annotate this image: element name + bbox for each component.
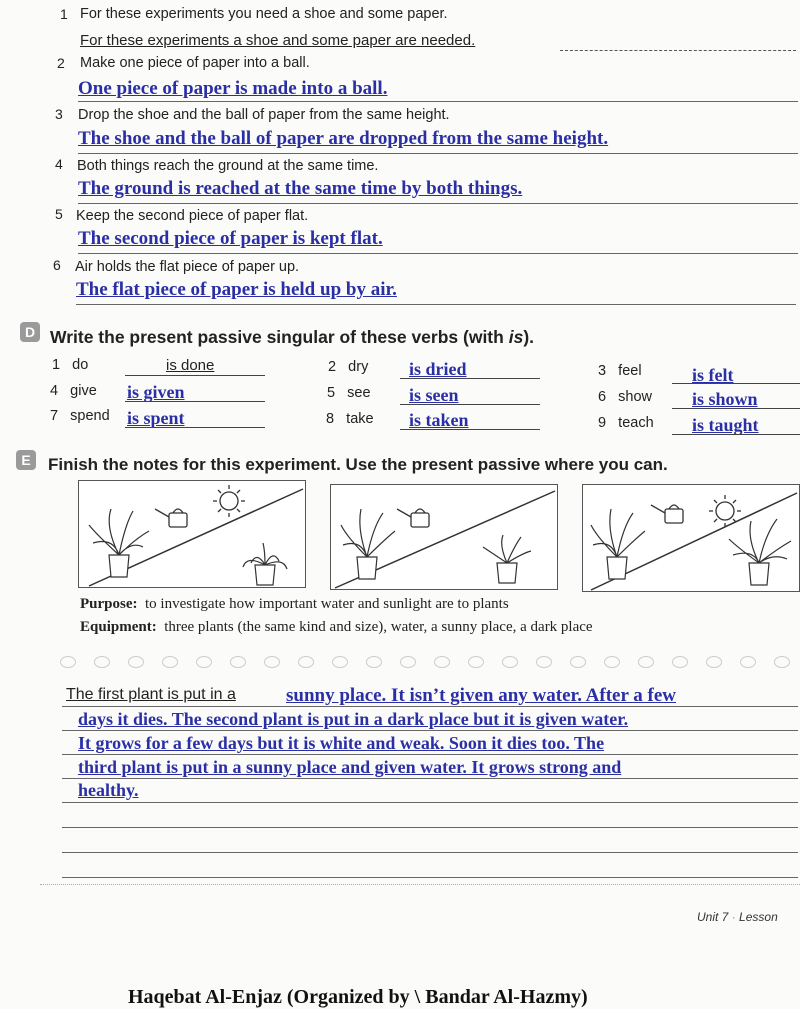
verb-item: 9 teach xyxy=(598,415,654,431)
item-answer[interactable]: The ground is reached at the same time by both things. xyxy=(78,178,523,199)
verb-answer[interactable]: is done xyxy=(166,357,215,374)
notes-rule xyxy=(62,706,798,707)
verb-item: 7 spend xyxy=(50,408,110,424)
verb-answer[interactable]: is taught xyxy=(692,415,759,435)
experiment-panel-3 xyxy=(582,484,800,592)
answer-line xyxy=(78,203,798,204)
exercise-heading: Finish the notes for this experiment. Use the present passive where you can. xyxy=(48,455,668,474)
notes-rule xyxy=(62,877,798,878)
answer-line xyxy=(78,153,798,154)
verb-line xyxy=(125,375,265,376)
verb-line xyxy=(125,427,265,428)
verb-line xyxy=(400,378,540,379)
page-footer: Unit 7 · Lesson xyxy=(697,910,778,924)
plant-icon xyxy=(341,509,395,579)
item-prompt: Air holds the flat piece of paper up. xyxy=(75,259,300,275)
verb-line xyxy=(672,434,800,435)
verb-answer[interactable]: is dried xyxy=(409,359,467,379)
plant-illustration xyxy=(331,485,557,589)
watering-can-icon xyxy=(155,509,187,527)
plant-illustration xyxy=(79,481,305,587)
item-answer[interactable]: One piece of paper is made into a ball. xyxy=(78,78,388,99)
verb-line xyxy=(400,429,540,430)
verb-answer[interactable]: is felt xyxy=(692,365,734,385)
answer-line xyxy=(76,304,796,305)
answer-line xyxy=(78,101,798,102)
verb-item: 2 dry xyxy=(328,359,369,375)
experiment-panel-1 xyxy=(78,480,306,588)
item-number: 6 xyxy=(53,257,61,273)
verb-item: 1 do xyxy=(52,357,89,373)
verb-answer[interactable]: is given xyxy=(127,382,185,402)
item-number: 2 xyxy=(57,55,65,71)
verb-answer[interactable]: is shown xyxy=(692,389,758,409)
notes-answer-line[interactable]: third plant is put in a sunny place and given water. It grows strong and xyxy=(78,757,622,777)
credit-line: Haqebat Al-Enjaz (Organized by \ Bandar Al-Hazmy) xyxy=(128,986,588,1008)
watering-can-icon xyxy=(651,505,683,523)
verb-answer[interactable]: is spent xyxy=(127,408,185,428)
item-number: 4 xyxy=(55,156,63,172)
plant-icon xyxy=(89,509,149,577)
verb-line xyxy=(125,401,265,402)
verb-answer[interactable]: is seen xyxy=(409,385,459,405)
notes-answer-line[interactable]: It grows for a few days but it is white and weak. Soon it dies too. The xyxy=(78,733,605,753)
notes-rule xyxy=(62,852,798,853)
item-answer[interactable]: For these experiments a shoe and some paper are needed. xyxy=(80,32,476,49)
plant-illustration xyxy=(583,485,799,591)
plant-icon xyxy=(729,519,791,585)
item-answer[interactable]: The shoe and the ball of paper are dropped from the same height. xyxy=(78,128,609,149)
item-number: 3 xyxy=(55,106,63,122)
notes-answer-line[interactable]: healthy. xyxy=(78,780,139,800)
answer-line xyxy=(560,50,796,51)
verb-line xyxy=(672,408,800,409)
wilted-plant-icon xyxy=(243,543,287,585)
item-answer[interactable]: The flat piece of paper is held up by air. xyxy=(76,279,397,300)
notes-answer-line[interactable]: days it dies. The second plant is put in a dark place but it is given water. xyxy=(78,709,629,729)
notes-answer-line[interactable]: sunny place. It isn’t given any water. After a few xyxy=(286,685,677,706)
verb-line xyxy=(400,404,540,405)
verb-item: 3 feel xyxy=(598,363,642,379)
verb-line xyxy=(672,383,800,384)
verb-item: 5 see xyxy=(327,385,371,401)
sun-icon xyxy=(213,485,245,517)
item-prompt: Both things reach the ground at the same time. xyxy=(77,158,379,174)
item-prompt: Make one piece of paper into a ball. xyxy=(80,55,310,71)
exercise-heading: Write the present passive singular of these verbs (with is). xyxy=(50,327,535,347)
verb-item: 4 give xyxy=(50,383,97,399)
experiment-panel-2 xyxy=(330,484,558,590)
notes-rule xyxy=(62,754,798,755)
exercise-badge: D xyxy=(20,322,40,342)
item-prompt: For these experiments you need a shoe and some paper. xyxy=(80,6,448,22)
plant-icon xyxy=(483,535,531,583)
verb-item: 6 show xyxy=(598,389,653,405)
item-prompt: Drop the shoe and the ball of paper from the same height. xyxy=(78,107,450,123)
notes-printed-start: The first plant is put in a xyxy=(66,686,236,703)
item-number: 1 xyxy=(60,6,68,22)
notes-box-bottom xyxy=(40,884,800,885)
item-prompt: Keep the second piece of paper flat. xyxy=(76,208,309,224)
purpose-line: Purpose: to investigate how important water and sunlight are to plants xyxy=(80,596,509,612)
notes-rule xyxy=(62,778,798,779)
watering-can-icon xyxy=(397,509,429,527)
verb-answer[interactable]: is taken xyxy=(409,410,469,430)
item-number: 5 xyxy=(55,206,63,222)
notes-rule xyxy=(62,802,798,803)
notes-rule xyxy=(62,827,798,828)
item-answer[interactable]: The second piece of paper is kept flat. xyxy=(78,228,383,249)
verb-item: 8 take xyxy=(326,411,374,427)
notes-rule xyxy=(62,730,798,731)
equipment-line: Equipment: three plants (the same kind and size), water, a sunny place, a dark place xyxy=(80,619,593,635)
answer-line xyxy=(78,253,798,254)
exercise-badge: E xyxy=(16,450,36,470)
